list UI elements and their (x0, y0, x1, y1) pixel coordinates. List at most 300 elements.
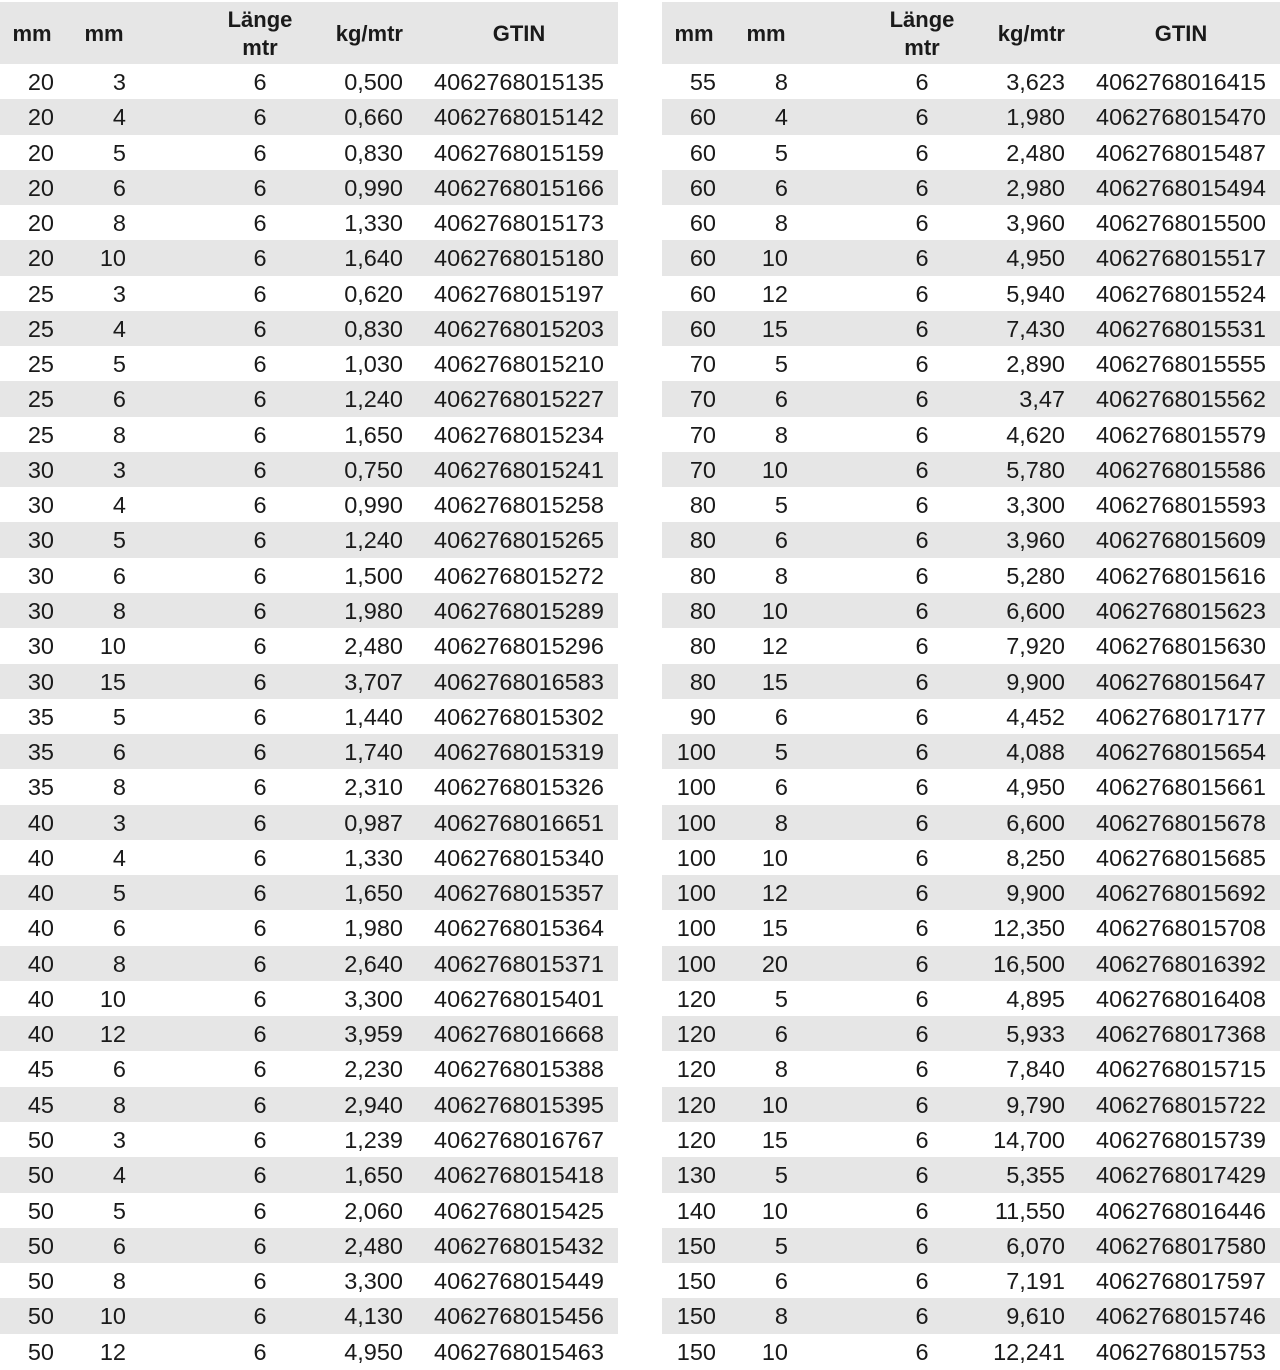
cell-gtin: 4062768015142 (434, 104, 604, 131)
cell-mm-a: 100 (676, 844, 716, 871)
cell-kg-mtr: 3,707 (344, 668, 403, 695)
cell-mm-b: 4 (112, 315, 126, 342)
cell-mm-a: 120 (676, 1091, 716, 1118)
cell-gtin: 4062768015487 (1096, 139, 1266, 166)
table-row (0, 664, 618, 699)
cell-mm-a: 20 (27, 174, 54, 201)
cell-mm-a: 20 (27, 210, 54, 237)
table-row (0, 840, 618, 875)
cell-laenge: 6 (915, 351, 929, 378)
cell-mm-b: 5 (774, 1232, 788, 1259)
cell-kg-mtr: 2,640 (344, 950, 403, 977)
cell-laenge: 6 (253, 1126, 267, 1153)
cell-laenge: 6 (253, 1056, 267, 1083)
table-row (662, 664, 1280, 699)
cell-mm-b: 5 (112, 1197, 126, 1224)
cell-mm-a: 25 (27, 421, 54, 448)
cell-laenge: 6 (253, 1197, 267, 1224)
table-row (0, 769, 618, 804)
cell-kg-mtr: 2,230 (344, 1056, 403, 1083)
cell-gtin: 4062768015517 (1096, 245, 1266, 272)
cell-laenge: 6 (915, 950, 929, 977)
cell-kg-mtr: 7,920 (1006, 633, 1065, 660)
cell-laenge: 6 (253, 844, 267, 871)
cell-mm-a: 50 (27, 1126, 54, 1153)
cell-mm-a: 80 (689, 668, 716, 695)
cell-laenge: 6 (915, 69, 929, 95)
table-row (0, 452, 618, 487)
cell-mm-b: 5 (774, 985, 788, 1012)
cell-kg-mtr: 2,980 (1006, 174, 1065, 201)
cell-laenge: 6 (253, 351, 267, 378)
cell-mm-b: 8 (774, 1303, 788, 1330)
cell-kg-mtr: 4,950 (1006, 774, 1065, 801)
cell-mm-b: 6 (774, 386, 788, 413)
cell-laenge: 6 (915, 1232, 929, 1259)
cell-kg-mtr: 1,330 (344, 210, 403, 237)
cell-kg-mtr: 14,700 (993, 1126, 1065, 1153)
cell-kg-mtr: 4,452 (1006, 703, 1065, 730)
cell-mm-b: 6 (112, 562, 126, 589)
cell-mm-b: 3 (112, 456, 126, 483)
cell-mm-b: 6 (112, 386, 126, 413)
table-row (0, 1334, 618, 1369)
cell-kg-mtr: 4,950 (344, 1338, 403, 1365)
cell-mm-a: 40 (27, 809, 54, 836)
cell-laenge: 6 (253, 421, 267, 448)
cell-mm-b: 6 (112, 1232, 126, 1259)
cell-mm-a: 150 (676, 1338, 716, 1365)
cell-gtin: 4062768015180 (434, 245, 604, 272)
cell-laenge: 6 (253, 880, 267, 907)
cell-laenge: 6 (915, 456, 929, 483)
cell-kg-mtr: 1,330 (344, 844, 403, 871)
cell-mm-a: 50 (27, 1268, 54, 1295)
cell-laenge: 6 (253, 1162, 267, 1189)
cell-gtin: 4062768015524 (1096, 280, 1266, 307)
cell-kg-mtr: 7,191 (1006, 1268, 1065, 1295)
cell-laenge: 6 (253, 562, 267, 589)
cell-mm-b: 5 (774, 351, 788, 378)
cell-mm-b: 8 (112, 210, 126, 237)
cell-kg-mtr: 5,280 (1006, 562, 1065, 589)
cell-mm-b: 10 (761, 1338, 788, 1365)
cell-gtin: 4062768015579 (1096, 421, 1266, 448)
header-gtin: GTIN (1154, 21, 1208, 46)
header-mm-1: mm (12, 21, 52, 46)
cell-gtin: 4062768015371 (434, 950, 604, 977)
cell-gtin: 4062768016583 (434, 668, 604, 695)
cell-mm-a: 150 (676, 1232, 716, 1259)
cell-gtin: 4062768015289 (434, 597, 604, 624)
cell-gtin: 4062768015661 (1096, 774, 1266, 801)
cell-mm-b: 8 (112, 774, 126, 801)
table-row (662, 417, 1280, 452)
table-row (0, 699, 618, 734)
cell-gtin: 4062768015302 (434, 703, 604, 730)
cell-kg-mtr: 3,300 (1006, 492, 1065, 519)
cell-mm-a: 40 (27, 985, 54, 1012)
table-row (0, 981, 618, 1016)
table-row (662, 1051, 1280, 1086)
cell-kg-mtr: 1,240 (344, 527, 403, 554)
cell-mm-b: 8 (774, 809, 788, 836)
cell-mm-b: 15 (761, 915, 788, 942)
cell-laenge: 6 (253, 527, 267, 554)
cell-laenge: 6 (915, 280, 929, 307)
cell-mm-a: 90 (689, 703, 716, 730)
cell-laenge: 6 (915, 421, 929, 448)
table-row (662, 311, 1280, 346)
cell-laenge: 6 (915, 104, 929, 131)
cell-mm-a: 45 (27, 1091, 54, 1118)
table-row (0, 170, 618, 205)
table-body (0, 64, 618, 1369)
header-gtin: GTIN (492, 21, 546, 46)
cell-mm-b: 5 (112, 527, 126, 554)
cell-laenge: 6 (253, 139, 267, 166)
cell-kg-mtr: 1,240 (344, 386, 403, 413)
cell-laenge: 6 (915, 1056, 929, 1083)
cell-kg-mtr: 3,623 (1006, 69, 1065, 95)
cell-kg-mtr: 4,950 (1006, 245, 1065, 272)
cell-kg-mtr: 1,980 (1006, 104, 1065, 131)
table-row (662, 99, 1280, 134)
cell-kg-mtr: 1,980 (344, 597, 403, 624)
cell-laenge: 6 (253, 703, 267, 730)
cell-mm-b: 8 (112, 950, 126, 977)
cell-gtin: 4062768016446 (1096, 1197, 1266, 1224)
table-row (0, 1087, 618, 1122)
table-row (0, 593, 618, 628)
cell-mm-b: 8 (774, 421, 788, 448)
cell-kg-mtr: 2,060 (344, 1197, 403, 1224)
cell-mm-a: 20 (27, 139, 54, 166)
cell-kg-mtr: 1,239 (344, 1126, 403, 1153)
cell-gtin: 4062768015562 (1096, 386, 1266, 413)
cell-mm-a: 60 (689, 174, 716, 201)
cell-kg-mtr: 3,960 (1006, 527, 1065, 554)
cell-mm-b: 15 (761, 1126, 788, 1153)
table-row (662, 381, 1280, 416)
cell-mm-b: 8 (112, 421, 126, 448)
cell-laenge: 6 (915, 844, 929, 871)
cell-mm-a: 45 (27, 1056, 54, 1083)
cell-gtin: 4062768015234 (434, 421, 604, 448)
cell-gtin: 4062768015449 (434, 1268, 604, 1295)
cell-mm-b: 12 (99, 1021, 126, 1048)
cell-mm-a: 30 (27, 527, 54, 554)
cell-mm-a: 100 (676, 915, 716, 942)
cell-mm-b: 4 (112, 844, 126, 871)
cell-mm-b: 10 (761, 597, 788, 624)
cell-gtin: 4062768015326 (434, 774, 604, 801)
cell-laenge: 6 (253, 315, 267, 342)
cell-mm-b: 8 (112, 597, 126, 624)
cell-kg-mtr: 3,959 (344, 1021, 403, 1048)
table-row (0, 381, 618, 416)
cell-laenge: 6 (915, 668, 929, 695)
cell-mm-a: 100 (676, 774, 716, 801)
cell-mm-a: 80 (689, 597, 716, 624)
cell-mm-b: 12 (761, 633, 788, 660)
cell-kg-mtr: 5,940 (1006, 280, 1065, 307)
table-row (0, 875, 618, 910)
header-mm-1: mm (674, 21, 714, 46)
cell-mm-b: 5 (774, 492, 788, 519)
table-row (662, 628, 1280, 663)
cell-mm-b: 20 (761, 950, 788, 977)
cell-laenge: 6 (253, 774, 267, 801)
cell-mm-a: 150 (676, 1303, 716, 1330)
cell-laenge: 6 (253, 809, 267, 836)
cell-laenge: 6 (915, 1197, 929, 1224)
cell-laenge: 6 (253, 1338, 267, 1365)
cell-mm-a: 25 (27, 351, 54, 378)
cell-gtin: 4062768015456 (434, 1303, 604, 1330)
cell-mm-a: 20 (27, 245, 54, 272)
cell-gtin: 4062768015401 (434, 985, 604, 1012)
table-row (0, 417, 618, 452)
cell-mm-b: 8 (774, 69, 788, 95)
cell-gtin: 4062768015210 (434, 351, 604, 378)
cell-mm-b: 5 (112, 139, 126, 166)
cell-gtin: 4062768015272 (434, 562, 604, 589)
cell-mm-b: 3 (112, 809, 126, 836)
cell-gtin: 4062768015203 (434, 315, 604, 342)
cell-kg-mtr: 3,300 (344, 1268, 403, 1295)
header-laenge: Länge (227, 7, 293, 32)
cell-laenge: 6 (253, 1303, 267, 1330)
cell-gtin: 4062768017580 (1096, 1232, 1266, 1259)
table-row (662, 840, 1280, 875)
table-row (0, 910, 618, 945)
cell-gtin: 4062768015166 (434, 174, 604, 201)
cell-gtin: 4062768015463 (434, 1338, 604, 1365)
cell-kg-mtr: 1,030 (344, 351, 403, 378)
table-row (0, 64, 618, 99)
header-laenge-unit: mtr (242, 35, 278, 60)
cell-kg-mtr: 1,740 (344, 739, 403, 766)
table-row (662, 1263, 1280, 1298)
cell-gtin: 4062768015364 (434, 915, 604, 942)
cell-laenge: 6 (915, 703, 929, 730)
cell-gtin: 4062768015395 (434, 1091, 604, 1118)
table-row (0, 805, 618, 840)
cell-gtin: 4062768016668 (434, 1021, 604, 1048)
cell-laenge: 6 (253, 739, 267, 766)
cell-mm-a: 60 (689, 245, 716, 272)
cell-gtin: 4062768015159 (434, 139, 604, 166)
cell-kg-mtr: 1,500 (344, 562, 403, 589)
cell-laenge: 6 (253, 1021, 267, 1048)
cell-mm-b: 10 (761, 1091, 788, 1118)
cell-gtin: 4062768017177 (1096, 703, 1266, 730)
table-row (0, 240, 618, 275)
cell-mm-b: 6 (774, 174, 788, 201)
table-row (662, 452, 1280, 487)
cell-gtin: 4062768015623 (1096, 597, 1266, 624)
cell-kg-mtr: 0,660 (344, 104, 403, 131)
cell-mm-a: 140 (676, 1197, 716, 1224)
cell-laenge: 6 (915, 1021, 929, 1048)
cell-kg-mtr: 0,750 (344, 456, 403, 483)
table-row (662, 487, 1280, 522)
cell-mm-b: 12 (761, 880, 788, 907)
cell-gtin: 4062768015241 (434, 456, 604, 483)
cell-kg-mtr: 0,987 (344, 809, 403, 836)
cell-gtin: 4062768017597 (1096, 1268, 1266, 1295)
cell-mm-a: 100 (676, 950, 716, 977)
cell-mm-a: 60 (689, 139, 716, 166)
cell-mm-a: 55 (689, 69, 716, 95)
cell-laenge: 6 (253, 950, 267, 977)
cell-gtin: 4062768015296 (434, 633, 604, 660)
cell-gtin: 4062768015593 (1096, 492, 1266, 519)
cell-kg-mtr: 12,350 (993, 915, 1065, 942)
table-row (0, 311, 618, 346)
cell-mm-b: 6 (774, 527, 788, 554)
cell-mm-a: 25 (27, 280, 54, 307)
table-row (0, 99, 618, 134)
cell-kg-mtr: 16,500 (993, 950, 1065, 977)
table-row (662, 910, 1280, 945)
cell-gtin: 4062768015630 (1096, 633, 1266, 660)
cell-mm-a: 40 (27, 915, 54, 942)
cell-kg-mtr: 0,620 (344, 280, 403, 307)
cell-kg-mtr: 7,430 (1006, 315, 1065, 342)
table-row (0, 946, 618, 981)
cell-gtin: 4062768015432 (434, 1232, 604, 1259)
cell-gtin: 4062768017368 (1096, 1021, 1266, 1048)
cell-mm-b: 5 (112, 703, 126, 730)
cell-mm-a: 120 (676, 1021, 716, 1048)
table-row (662, 875, 1280, 910)
cell-mm-a: 80 (689, 527, 716, 554)
cell-kg-mtr: 6,070 (1006, 1232, 1065, 1259)
cell-mm-a: 40 (27, 1021, 54, 1048)
cell-gtin: 4062768015388 (434, 1056, 604, 1083)
cell-laenge: 6 (253, 492, 267, 519)
cell-mm-a: 50 (27, 1162, 54, 1189)
cell-gtin: 4062768015586 (1096, 456, 1266, 483)
cell-kg-mtr: 2,310 (344, 774, 403, 801)
cell-mm-a: 60 (689, 104, 716, 131)
cell-mm-a: 35 (27, 739, 54, 766)
cell-mm-b: 15 (99, 668, 126, 695)
cell-laenge: 6 (915, 1268, 929, 1295)
cell-mm-b: 10 (761, 1197, 788, 1224)
cell-laenge: 6 (253, 69, 267, 95)
table-row (0, 734, 618, 769)
cell-kg-mtr: 2,480 (344, 633, 403, 660)
table-row (662, 593, 1280, 628)
cell-gtin: 4062768015357 (434, 880, 604, 907)
cell-laenge: 6 (915, 245, 929, 272)
table-row (662, 1334, 1280, 1369)
cell-laenge: 6 (915, 1338, 929, 1365)
cell-mm-a: 70 (689, 386, 716, 413)
cell-laenge: 6 (253, 245, 267, 272)
cell-laenge: 6 (915, 915, 929, 942)
cell-mm-b: 10 (99, 985, 126, 1012)
cell-mm-b: 6 (774, 1021, 788, 1048)
cell-laenge: 6 (915, 1303, 929, 1330)
cell-mm-b: 6 (774, 703, 788, 730)
cell-kg-mtr: 4,620 (1006, 421, 1065, 448)
cell-mm-a: 80 (689, 562, 716, 589)
table-row (0, 205, 618, 240)
cell-mm-b: 5 (774, 739, 788, 766)
header-kg-mtr: kg/mtr (997, 21, 1065, 46)
header-laenge: Länge (889, 7, 955, 32)
cell-gtin: 4062768015685 (1096, 844, 1266, 871)
cell-laenge: 6 (253, 915, 267, 942)
cell-mm-a: 50 (27, 1232, 54, 1259)
left-table (0, 2, 618, 1369)
cell-kg-mtr: 9,900 (1006, 880, 1065, 907)
cell-gtin: 4062768015739 (1096, 1126, 1266, 1153)
cell-mm-b: 8 (112, 1091, 126, 1118)
cell-gtin: 4062768015531 (1096, 315, 1266, 342)
cell-gtin: 4062768015500 (1096, 210, 1266, 237)
cell-mm-a: 150 (676, 1268, 716, 1295)
table-row (662, 699, 1280, 734)
cell-gtin: 4062768015227 (434, 386, 604, 413)
cell-gtin: 4062768015616 (1096, 562, 1266, 589)
cell-mm-b: 3 (112, 69, 126, 95)
cell-kg-mtr: 1,980 (344, 915, 403, 942)
cell-gtin: 4062768015692 (1096, 880, 1266, 907)
table-row (662, 1157, 1280, 1192)
cell-mm-b: 4 (112, 104, 126, 131)
cell-gtin: 4062768015418 (434, 1162, 604, 1189)
cell-mm-b: 8 (774, 1056, 788, 1083)
cell-kg-mtr: 1,650 (344, 880, 403, 907)
table-row (662, 276, 1280, 311)
cell-laenge: 6 (915, 633, 929, 660)
table-row (662, 946, 1280, 981)
cell-mm-a: 70 (689, 351, 716, 378)
cell-mm-a: 35 (27, 774, 54, 801)
cell-gtin: 4062768015609 (1096, 527, 1266, 554)
cell-laenge: 6 (253, 633, 267, 660)
table-row (662, 240, 1280, 275)
cell-mm-b: 8 (774, 562, 788, 589)
cell-mm-a: 40 (27, 880, 54, 907)
cell-mm-b: 4 (112, 1162, 126, 1189)
cell-laenge: 6 (915, 597, 929, 624)
table-row (662, 1122, 1280, 1157)
cell-mm-a: 70 (689, 421, 716, 448)
cell-kg-mtr: 2,890 (1006, 351, 1065, 378)
cell-mm-b: 3 (112, 280, 126, 307)
cell-kg-mtr: 2,480 (1006, 139, 1065, 166)
cell-kg-mtr: 5,355 (1006, 1162, 1065, 1189)
table-header (0, 2, 618, 64)
cell-kg-mtr: 11,550 (994, 1197, 1065, 1224)
cell-kg-mtr: 0,830 (344, 139, 403, 166)
cell-mm-a: 40 (27, 950, 54, 977)
cell-gtin: 4062768016767 (434, 1126, 604, 1153)
table-row (662, 1193, 1280, 1228)
header-mm-2: mm (84, 21, 124, 46)
cell-kg-mtr: 8,250 (1006, 844, 1065, 871)
cell-mm-a: 120 (676, 1126, 716, 1153)
cell-mm-b: 10 (761, 245, 788, 272)
cell-laenge: 6 (253, 985, 267, 1012)
cell-laenge: 6 (253, 104, 267, 131)
